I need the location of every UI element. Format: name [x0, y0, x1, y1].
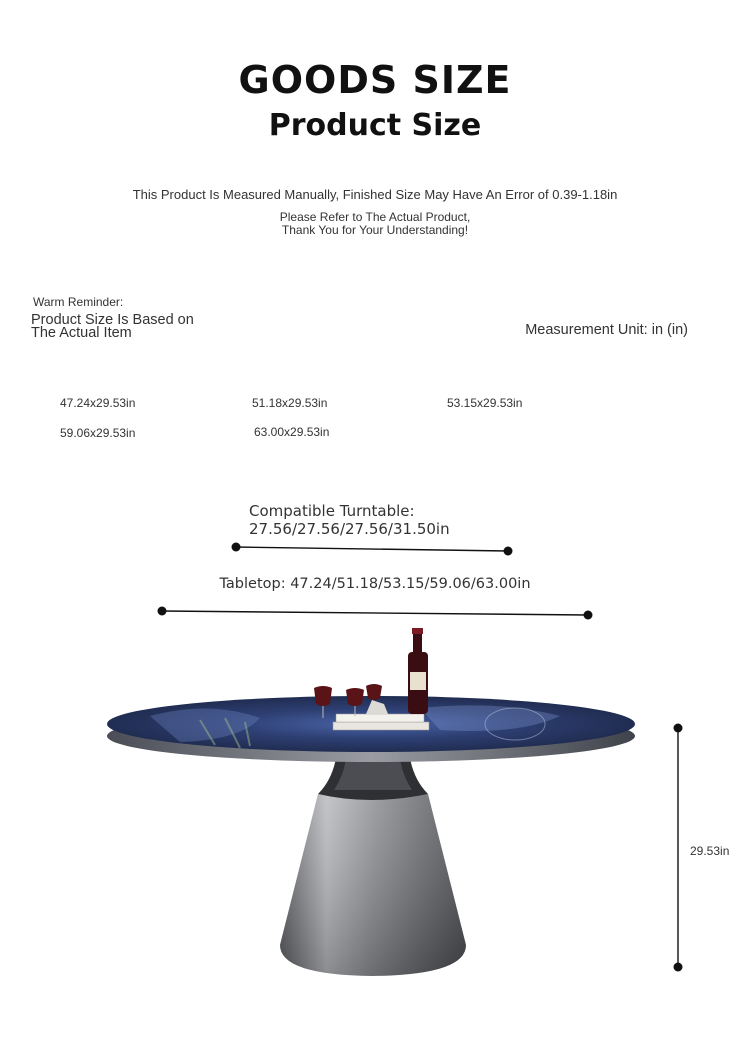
- size-option: 59.06x29.53in: [60, 426, 136, 440]
- tabletop-dimension-endpoint: [158, 607, 167, 616]
- turntable-label: Compatible Turntable:: [249, 502, 415, 520]
- page-subtitle: Product Size: [268, 108, 482, 143]
- turntable-dimension-endpoint: [504, 547, 513, 556]
- size-option: 51.18x29.53in: [252, 396, 328, 410]
- tabletop-dimension: Tabletop: 47.24/51.18/53.15/59.06/63.00in: [219, 576, 531, 592]
- tabletop-dimension-line: [162, 611, 588, 615]
- notice-sub-line-1: Please Refer to The Actual Product,: [279, 210, 471, 224]
- tabletop-dimension-endpoint: [584, 611, 593, 620]
- turntable-values: 27.56/27.56/27.56/31.50in: [249, 520, 450, 538]
- measurement-unit: Measurement Unit: in (in): [525, 322, 688, 338]
- reminder-line-2: The Actual Item: [31, 325, 132, 341]
- notice-sub-line-2: Thank You for Your Understanding!: [281, 223, 469, 237]
- page-title: GOODS SIZE: [238, 58, 512, 102]
- reminder-line-1: Product Size Is Based on: [31, 312, 194, 328]
- turntable-dimension-endpoint: [232, 543, 241, 552]
- measurement-notice: This Product Is Measured Manually, Finished Size May Have An Error of 0.39-1.18in: [132, 187, 618, 202]
- height-dimension-endpoint: [674, 724, 683, 733]
- height-dimension-endpoint: [674, 963, 683, 972]
- size-option: 63.00x29.53in: [254, 425, 330, 439]
- table-pedestal: [280, 758, 466, 976]
- size-option: 47.24x29.53in: [60, 396, 136, 410]
- warm-reminder-label: Warm Reminder:: [33, 295, 124, 309]
- height-dimension: 29.53in: [690, 844, 730, 858]
- turntable-dimension-line: [236, 547, 508, 551]
- size-option: 53.15x29.53in: [447, 396, 523, 410]
